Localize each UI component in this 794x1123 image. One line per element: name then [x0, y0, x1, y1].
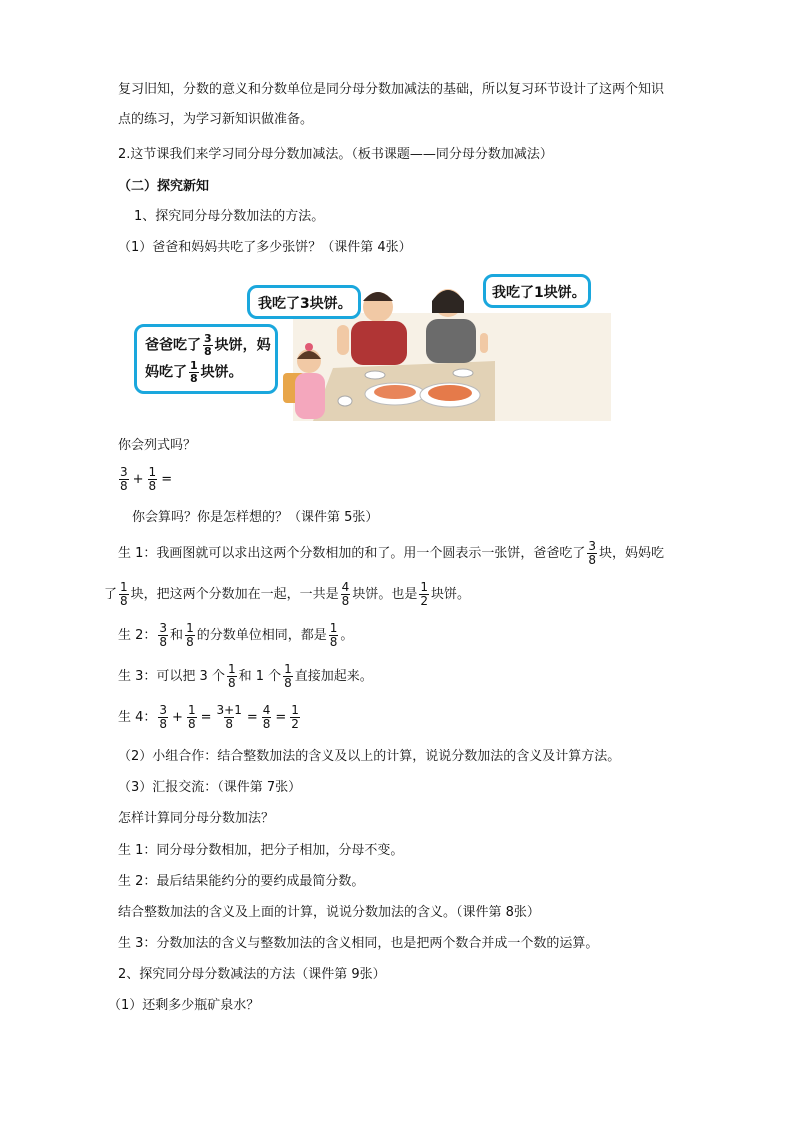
equals-sign: =: [161, 472, 173, 487]
dad-speech-text: 我吃了3块饼。: [258, 296, 352, 312]
student3-text: 生 3：可以把 3 个: [118, 669, 225, 684]
numerator: 4: [341, 580, 350, 594]
denominator: 8: [120, 594, 128, 608]
intro-line-1: 复习旧知，分数的意义和分数单位是同分母分数加减法的基础，所以复习环节设计了这两个知识: [118, 82, 665, 97]
question-cakes: （1）爸爸和妈妈共吃了多少张饼？（课件第 4张）: [118, 240, 412, 255]
student2-text: 的分数单位相同，都是: [196, 628, 327, 643]
denominator: 8: [341, 594, 350, 608]
equals-sign: =: [246, 710, 258, 725]
fraction-1-8: [227, 663, 237, 690]
sub-heading-subtraction: 2、探究同分母分数减法的方法（课件第 9张）: [118, 967, 386, 982]
student1-text: 生 1：我画图就可以求出这两个分数相加的和了。用一个圆表示一张饼，爸爸吃了: [118, 546, 586, 561]
numerator: 3: [120, 465, 128, 479]
family-eating-illustration: [133, 273, 611, 421]
denominator: 8: [190, 372, 198, 385]
denominator: 8: [262, 717, 271, 731]
how-compute-question: 怎样计算同分母分数加法？: [118, 811, 275, 826]
denominator: 2: [291, 717, 299, 731]
girl-speech-text-2: 块饼，妈: [214, 337, 271, 354]
dad-speech-bubble: [247, 285, 361, 319]
fraction-1-2: [419, 581, 429, 608]
student1-text: 块饼。也是: [352, 587, 418, 602]
fraction-1-8: [148, 466, 158, 493]
intro-line-2: 点的练习，为学习新知识做准备。: [118, 112, 314, 127]
equals-sign: =: [275, 710, 287, 725]
student4-line: [118, 700, 302, 736]
denominator: 8: [159, 635, 168, 649]
student3-text: 直接加起来。: [294, 669, 373, 684]
fraction-3-8: [119, 466, 129, 493]
numerator: 1: [187, 703, 196, 717]
combine-meaning: 结合整数加法的含义及上面的计算，说说分数加法的含义。（课件第 8张）: [118, 905, 540, 920]
denominator: 8: [329, 635, 338, 649]
fraction-3-8: [587, 540, 597, 567]
denominator: 8: [159, 717, 168, 731]
fraction-4-8: [341, 581, 351, 608]
student1-text: 块，把这两个分数加在一起，一共是: [130, 587, 339, 602]
equals-sign: =: [200, 710, 212, 725]
student1-line1: [118, 536, 664, 572]
student4-text: 生 4：: [118, 710, 157, 725]
student1-text: 块，妈妈吃: [599, 546, 665, 561]
girl-speech-text-1: 爸爸吃了: [145, 337, 201, 354]
girl-speech-text-3: 妈吃了: [145, 364, 187, 381]
numerator: 1: [227, 662, 236, 676]
answer-3: 生 3：分数加法的含义与整数加法的含义相同，也是把两个数合并成一个数的运算。: [118, 936, 599, 951]
fraction-3-8: [203, 333, 213, 358]
numerator: 1: [291, 703, 299, 717]
fraction-1-8: [187, 704, 197, 731]
girl-speech-text-4: 块饼。: [200, 364, 243, 381]
numerator: 3: [159, 621, 168, 635]
denominator: 8: [588, 553, 597, 567]
student3-text: 和 1 个: [238, 669, 282, 684]
denominator: 8: [284, 676, 292, 690]
plus-sign: +: [132, 472, 144, 487]
section-heading: （二）探究新知: [118, 179, 210, 194]
denominator: 8: [120, 479, 128, 493]
sub-heading-addition: 1、探究同分母分数加法的方法。: [134, 209, 325, 224]
student3-line: [118, 659, 373, 695]
fraction-3-8: [158, 622, 168, 649]
numerator: 3: [159, 703, 168, 717]
plus-sign: +: [172, 710, 183, 725]
group-work: （2）小组合作：结合整数加法的含义及以上的计算，说说分数加法的含义及计算方法。: [118, 749, 621, 764]
fraction-1-8: [329, 622, 339, 649]
report-exchange: （3）汇报交流：（课件第 7张）: [118, 780, 302, 795]
fraction-1-8: [119, 581, 129, 608]
student2-text: 。: [340, 628, 354, 643]
fraction-3-8: [158, 704, 168, 731]
fraction-3plus1-8: [216, 704, 243, 731]
mom-speech-bubble: [483, 274, 591, 308]
numerator: 4: [262, 703, 271, 717]
fraction-1-8: [189, 360, 199, 385]
fraction-1-8: [283, 663, 293, 690]
denominator: 2: [420, 594, 428, 608]
fraction-4-8: [262, 704, 272, 731]
student1-text: 块饼。: [430, 587, 470, 602]
answer-1: 生 1：同分母分数相加，把分子相加，分母不变。: [118, 843, 404, 858]
topic-line: 2.这节课我们来学习同分母分数加减法。（板书课题——同分母分数加减法）: [118, 147, 553, 162]
answer-2: 生 2：最后结果能约分的要约成最简分数。: [118, 874, 365, 889]
question-water: （1）还剩多少瓶矿泉水？: [108, 998, 260, 1013]
denominator: 8: [187, 717, 196, 731]
mom-speech-text: 我吃了1块饼。: [492, 285, 586, 301]
ask-formula: 你会列式吗？: [118, 438, 197, 453]
fraction-1-8: [185, 622, 195, 649]
denominator: 8: [148, 479, 157, 493]
numerator: 1: [186, 621, 194, 635]
student2-text: 和: [170, 628, 184, 643]
numerator: 3+1: [216, 703, 242, 717]
numerator: 1: [284, 662, 292, 676]
denominator: 8: [186, 635, 194, 649]
student2-text: 生 2：: [118, 628, 157, 643]
denominator: 8: [204, 345, 212, 358]
numerator: 1: [120, 580, 128, 594]
numerator: 1: [190, 359, 198, 372]
student1-text: 了: [104, 587, 118, 602]
ask-compute: 你会算吗？你是怎样想的？（课件第 5张）: [132, 510, 379, 525]
numerator: 3: [204, 332, 212, 345]
denominator: 8: [227, 676, 236, 690]
girl-speech-bubble: [134, 324, 278, 394]
numerator: 1: [148, 465, 157, 479]
formula-line: [117, 462, 174, 498]
denominator: 8: [225, 717, 233, 731]
numerator: 1: [329, 621, 338, 635]
fraction-1-2: [290, 704, 300, 731]
numerator: 1: [420, 580, 428, 594]
student2-line: [118, 618, 353, 654]
numerator: 3: [588, 539, 597, 553]
student1-line2: [104, 577, 470, 613]
